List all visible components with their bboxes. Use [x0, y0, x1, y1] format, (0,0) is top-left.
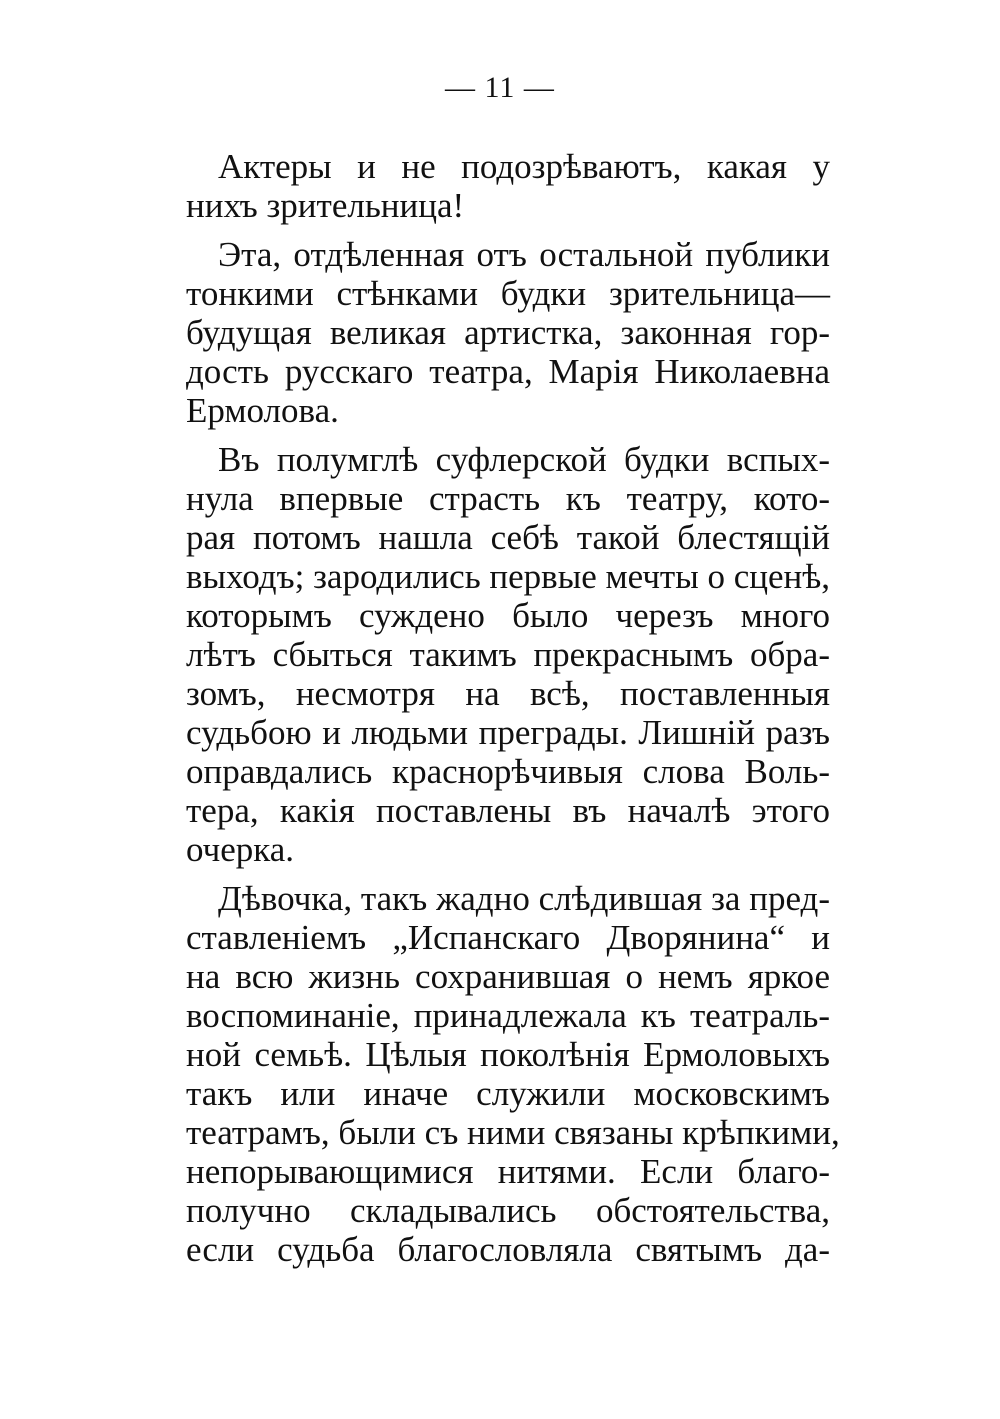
text-line: оправдались краснорѣчивыя слова Воль-: [186, 752, 830, 791]
text-line: тера, какія поставлены въ началѣ этого: [186, 791, 830, 830]
text-line: дость русскаго театра, Марія Николаевна: [186, 352, 830, 391]
text-line: ставленіемъ „Испанскаго Дворянина“ и: [186, 918, 830, 957]
text-line: Дѣвочка, такъ жадно слѣдившая за пред-: [218, 879, 830, 918]
paragraph: [186, 235, 830, 430]
paragraph: [186, 879, 840, 1269]
text-line: Актеры и не подозрѣваютъ, какая у: [218, 147, 830, 186]
text-line: ной семьѣ. Цѣлыя поколѣнія Ермоловыхъ: [186, 1035, 830, 1074]
text-line: воспоминаніе, принадлежала къ театраль-: [186, 996, 830, 1035]
text-line: непорывающимися нитями. Если благо-: [186, 1152, 830, 1191]
text-line: будущая великая артистка, законная гор-: [186, 313, 830, 352]
page-number: — 11 —: [445, 71, 555, 104]
text-line: получно складывались обстоятельства,: [186, 1191, 830, 1230]
text-line: тонкими стѣнками будки зрительница—: [186, 274, 830, 313]
text-line: лѣтъ сбыться такимъ прекраснымъ обра-: [186, 635, 830, 674]
text-body: [186, 147, 840, 1269]
paragraph: [186, 440, 830, 869]
text-line: рая потомъ нашла себѣ такой блестящій: [186, 518, 830, 557]
text-line: судьбою и людьми преграды. Лишній разъ: [186, 713, 830, 752]
text-line: на всю жизнь сохранившая о немъ яркое: [186, 957, 830, 996]
text-line: выходъ; зародились первые мечты о сценѣ,: [186, 557, 831, 596]
text-line: очерка.: [186, 830, 294, 869]
text-line: которымъ суждено было черезъ много: [186, 596, 830, 635]
text-line: Эта, отдѣленная отъ остальной публики: [218, 235, 830, 274]
text-line: если судьба благословляла святымъ да-: [186, 1230, 830, 1269]
text-line: зомъ, несмотря на всѣ, поставленныя: [186, 674, 830, 713]
text-line: театрамъ, были съ ними связаны крѣпкими,: [186, 1113, 840, 1152]
paragraph: [186, 147, 830, 225]
text-line: Ермолова.: [186, 391, 339, 430]
text-line: Въ полумглѣ суфлерской будки вспых-: [218, 440, 830, 479]
text-line: такъ или иначе служили московскимъ: [186, 1074, 830, 1113]
text-line: нихъ зрительница!: [186, 186, 465, 225]
text-line: нула впервые страсть къ театру, кото-: [186, 479, 830, 518]
